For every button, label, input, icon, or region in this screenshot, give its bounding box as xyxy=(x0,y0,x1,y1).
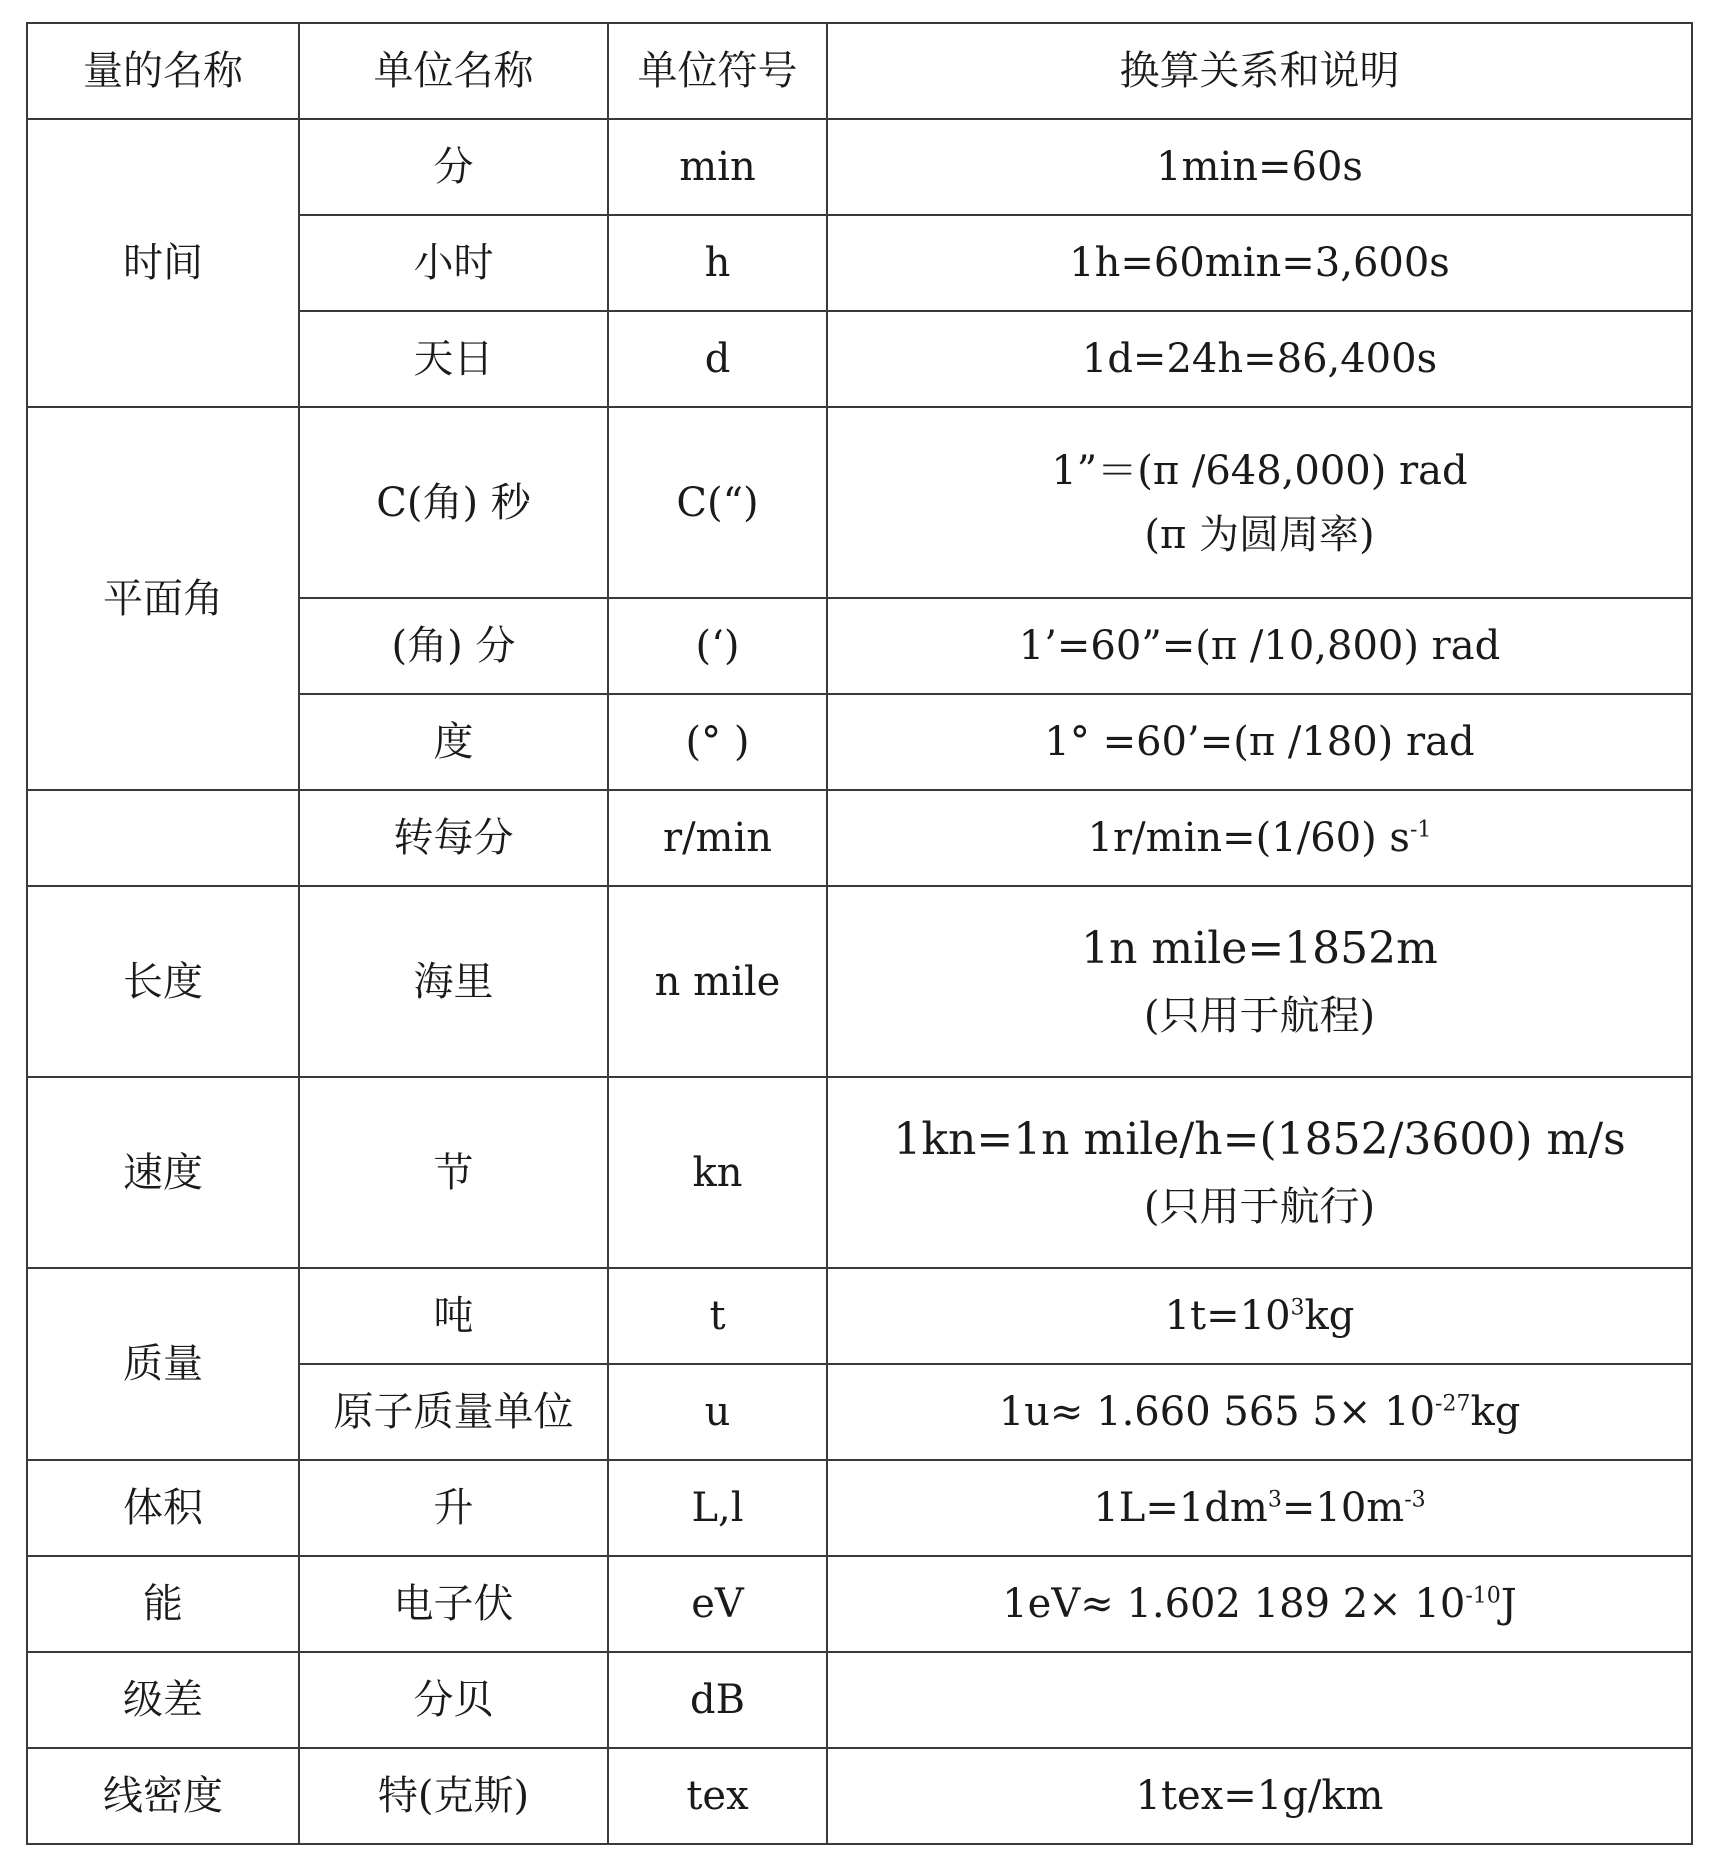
unit-symbol-cell: min xyxy=(608,119,827,215)
unit-symbol-cell: r/min xyxy=(608,790,827,886)
relation-line-1: 1kn=1n mile/h=(1852/3600) m/s xyxy=(893,1114,1626,1166)
unit-symbol-cell: t xyxy=(608,1268,827,1364)
exponent: 3 xyxy=(1290,1295,1305,1321)
relation-cell xyxy=(827,1460,1692,1556)
unit-name-cell: 特(克斯) xyxy=(299,1748,608,1844)
table-row xyxy=(27,1556,1692,1652)
relation-line-1: 1n mile=1852m xyxy=(1081,923,1438,975)
unit-name-cell: 升 xyxy=(299,1460,608,1556)
relation-text-unit: kg xyxy=(1470,1389,1521,1435)
relation-cell xyxy=(827,886,1692,1077)
unit-name-cell: 电子伏 xyxy=(299,1556,608,1652)
relation-cell: 1h=60min=3,600s xyxy=(827,215,1692,311)
table-row xyxy=(27,119,1692,215)
table-row xyxy=(27,1460,1692,1556)
unit-symbol-cell: C(“) xyxy=(608,407,827,598)
table-row xyxy=(27,407,1692,598)
unit-name-cell: (角) 分 xyxy=(299,598,608,694)
header-row xyxy=(27,23,1692,119)
relation-text: 1eV≈ 1.602 189 2× 10 xyxy=(1002,1581,1466,1627)
quantity-cell-energy: 能 xyxy=(27,1556,299,1652)
unit-symbol-cell: kn xyxy=(608,1077,827,1268)
table-row xyxy=(27,886,1692,1077)
unit-symbol-cell: d xyxy=(608,311,827,407)
unit-name-cell: 天日 xyxy=(299,311,608,407)
relation-cell xyxy=(827,1077,1692,1268)
table-row xyxy=(27,790,1692,886)
relation-line-2: (π 为圆周率) xyxy=(1144,511,1375,558)
quantity-cell-level: 级差 xyxy=(27,1652,299,1748)
quantity-cell-mass: 质量 xyxy=(27,1268,299,1460)
relation-line-1: 1”＝(π /648,000) rad xyxy=(1051,447,1468,494)
unit-symbol-cell: u xyxy=(608,1364,827,1460)
relation-text: 1t=10 xyxy=(1164,1293,1291,1339)
unit-name-cell: 分 xyxy=(299,119,608,215)
exponent: -10 xyxy=(1465,1583,1501,1609)
relation-text-unit: kg xyxy=(1304,1293,1355,1339)
unit-name-cell: 吨 xyxy=(299,1268,608,1364)
header-quantity: 量的名称 xyxy=(27,23,299,119)
quantity-cell-linear-density: 线密度 xyxy=(27,1748,299,1844)
relation-text-unit: J xyxy=(1500,1581,1517,1627)
relation-cell: 1° =60’=(π /180) rad xyxy=(827,694,1692,790)
relation-text: 1L=1dm xyxy=(1093,1485,1268,1531)
unit-name-cell: 海里 xyxy=(299,886,608,1077)
quantity-cell-length: 长度 xyxy=(27,886,299,1077)
unit-name-cell: 小时 xyxy=(299,215,608,311)
relation-cell xyxy=(827,407,1692,598)
unit-symbol-cell: n mile xyxy=(608,886,827,1077)
header-unit-name: 单位名称 xyxy=(299,23,608,119)
unit-symbol-cell: (° ) xyxy=(608,694,827,790)
unit-symbol-cell: eV xyxy=(608,1556,827,1652)
unit-symbol-cell: h xyxy=(608,215,827,311)
exponent-2: -3 xyxy=(1404,1487,1426,1513)
unit-name-cell: 度 xyxy=(299,694,608,790)
relation-cell: 1’=60”=(π /10,800) rad xyxy=(827,598,1692,694)
relation-cell xyxy=(827,1364,1692,1460)
relation-cell xyxy=(827,790,1692,886)
unit-name-cell: 转每分 xyxy=(299,790,608,886)
relation-cell: 1d=24h=86,400s xyxy=(827,311,1692,407)
quantity-cell-speed: 速度 xyxy=(27,1077,299,1268)
header-relation: 换算关系和说明 xyxy=(827,23,1692,119)
unit-symbol-cell: (‘) xyxy=(608,598,827,694)
header-unit-symbol: 单位符号 xyxy=(608,23,827,119)
relation-text-2: =10m xyxy=(1281,1485,1405,1531)
unit-name-cell: C(角) 秒 xyxy=(299,407,608,598)
exponent: 3 xyxy=(1267,1487,1282,1513)
unit-name-cell: 原子质量单位 xyxy=(299,1364,608,1460)
relation-cell: 1tex=1g/km xyxy=(827,1748,1692,1844)
table-row xyxy=(27,1748,1692,1844)
unit-symbol-cell: dB xyxy=(608,1652,827,1748)
quantity-cell-rotation xyxy=(27,790,299,886)
table-row xyxy=(27,1652,1692,1748)
relation-cell: 1min=60s xyxy=(827,119,1692,215)
quantity-cell-angle: 平面角 xyxy=(27,407,299,790)
unit-conversion-table xyxy=(26,22,1693,1845)
unit-name-cell: 分贝 xyxy=(299,1652,608,1748)
exponent: -1 xyxy=(1409,817,1432,843)
relation-text: 1r/min=(1/60) s xyxy=(1087,815,1410,861)
relation-cell xyxy=(827,1268,1692,1364)
table-row xyxy=(27,1077,1692,1268)
relation-text: 1u≈ 1.660 565 5× 10 xyxy=(998,1389,1436,1435)
table-row xyxy=(27,1268,1692,1364)
unit-symbol-cell: tex xyxy=(608,1748,827,1844)
relation-line-2: (只用于航程) xyxy=(1143,992,1376,1039)
relation-line-2: (只用于航行) xyxy=(1143,1183,1376,1230)
unit-name-cell: 节 xyxy=(299,1077,608,1268)
unit-symbol-cell: L,l xyxy=(608,1460,827,1556)
quantity-cell-volume: 体积 xyxy=(27,1460,299,1556)
relation-cell xyxy=(827,1652,1692,1748)
exponent: -27 xyxy=(1435,1391,1471,1417)
quantity-cell-time: 时间 xyxy=(27,119,299,407)
relation-cell xyxy=(827,1556,1692,1652)
